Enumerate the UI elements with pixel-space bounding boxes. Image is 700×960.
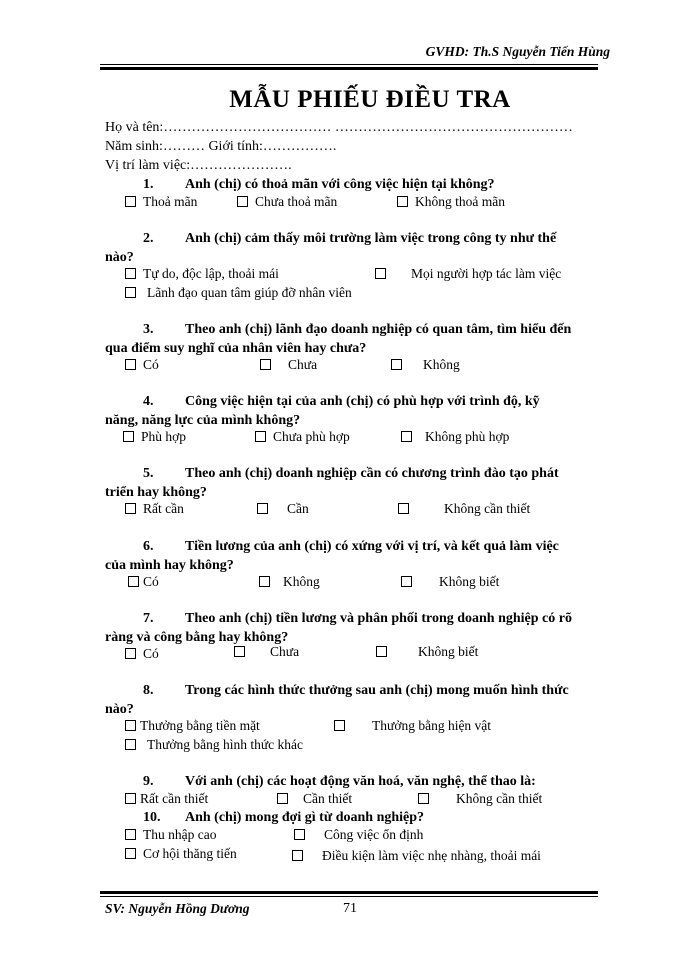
checkbox-icon [376,646,387,657]
checkbox-icon [292,850,303,861]
checkbox-icon [294,829,305,840]
checkbox-icon [125,359,136,370]
question-6: 6. Tiền lương của anh (chị) có xứng với vị trí, và kết quả làm việc của mình hay không? [105,539,559,573]
checkbox-icon [234,646,245,657]
footer-rule-thick [100,891,598,894]
checkbox-icon [257,503,268,514]
option-checkbox[interactable]: Không thoả mãn [397,194,505,210]
option-checkbox[interactable]: Không [259,574,320,590]
option-checkbox[interactable]: Có [125,357,159,373]
question-text: Anh (chị) có thoả mãn với công việc hiện tại không? [185,177,495,192]
option-checkbox[interactable]: Có [128,574,159,590]
option-checkbox[interactable]: Phù hợp [123,429,186,445]
option-checkbox[interactable]: Rất cần thiết [125,791,208,807]
option-checkbox[interactable]: Không [391,357,460,373]
advisor-header: GVHD: Th.S Nguyễn Tiến Hùng [425,44,610,59]
option-checkbox[interactable]: Thưởng bằng tiền mặt [125,718,260,734]
option-checkbox[interactable]: Không cần thiết [398,501,530,517]
option-checkbox[interactable]: Có [125,646,159,662]
question-1 [105,175,583,194]
checkbox-icon [259,576,270,587]
checkbox-icon [401,431,412,442]
checkbox-icon [401,576,412,587]
question-7: 7. Theo anh (chị) tiền lương và phân phối trong doanh nghiệp có rõ ràng và công bằng hay không? [105,611,572,645]
option-checkbox[interactable]: Thưởng bằng hiện vật [334,718,491,734]
checkbox-icon [125,196,136,207]
position-field-line: Vị trí làm việc:…………………. [105,158,292,173]
option-checkbox[interactable]: Không biết [401,574,499,590]
option-checkbox[interactable]: Cơ hội thăng tiến [125,846,237,862]
option-checkbox[interactable]: Cần [257,501,309,517]
question-2: 2. Anh (chị) cảm thấy môi trường làm việc trong công ty như thế nào? [105,231,557,265]
option-checkbox[interactable]: Chưa phù hợp [255,429,350,445]
checkbox-icon [125,287,136,298]
birth-gender-field-line: Năm sinh:……… Giới tính:……………. [105,139,337,154]
question-3: 3. Theo anh (chị) lãnh đạo doanh nghiệp có quan tâm, tìm hiểu đến qua điểm suy nghĩ của nhân viên hay chưa? [105,322,572,356]
checkbox-icon [391,359,402,370]
question-9: 9. Với anh (chị) các hoạt động văn hoá, văn nghệ, thể thao là: [143,774,536,789]
checkbox-icon [237,196,248,207]
checkbox-icon [334,720,345,731]
checkbox-icon [397,196,408,207]
option-checkbox[interactable]: Không phù hợp [401,429,509,445]
checkbox-icon [125,268,136,279]
checkbox-icon [125,739,136,750]
option-checkbox[interactable]: Cần thiết [277,791,352,807]
checkbox-icon [260,359,271,370]
option-checkbox[interactable]: Rất cần [125,501,184,517]
option-checkbox[interactable]: Thu nhập cao [125,827,216,843]
checkbox-icon [375,268,386,279]
question-10: 10. Anh (chị) mong đợi gì từ doanh nghiệp? [143,810,425,825]
option-checkbox[interactable]: Chưa thoả mãn [237,194,337,210]
option-checkbox[interactable]: Chưa [260,357,317,373]
checkbox-icon [125,829,136,840]
footer-rule-thin [100,896,598,897]
option-checkbox[interactable]: Điều kiện làm việc nhẹ nhàng, thoải mái [292,848,541,864]
checkbox-icon [125,503,136,514]
option-checkbox[interactable]: Không cần thiết [418,791,542,807]
option-checkbox[interactable]: Thưởng bằng hình thức khác [125,737,303,753]
checkbox-icon [125,648,136,659]
header-rule-thick [100,67,598,70]
page-number: 71 [343,901,357,916]
option-checkbox[interactable]: Tự do, độc lập, thoải mái [125,266,279,282]
question-4: 4. Công việc hiện tại của anh (chị) có phù hợp với trình độ, kỹ năng, năng lực của mình không? [105,394,540,428]
page-title: MẪU PHIẾU ĐIỀU TRA [229,86,511,113]
question-5: 5. Theo anh (chị) doanh nghiệp cần có chương trình đào tạo phát triển hay không? [105,466,559,500]
question-number: 1. [143,177,154,192]
student-footer: SV: Nguyễn Hồng Dương [105,901,250,916]
option-checkbox[interactable]: Công việc ổn định [294,827,423,843]
option-checkbox[interactable]: Không biết [376,644,478,660]
option-checkbox[interactable]: Chưa [234,644,299,660]
question-8: 8. Trong các hình thức thưởng sau anh (chị) mong muốn hình thức nào? [105,683,569,717]
option-checkbox[interactable]: Thoả mãn [125,194,197,210]
option-checkbox[interactable]: Mọi người hợp tác làm việc [375,266,561,282]
option-checkbox[interactable]: Lãnh đạo quan tâm giúp đỡ nhân viên [125,285,352,301]
checkbox-icon [128,576,139,587]
checkbox-icon [418,793,429,804]
checkbox-icon [398,503,409,514]
header-rule-thin [100,64,598,65]
checkbox-icon [125,793,136,804]
checkbox-icon [125,720,136,731]
name-field-line: Họ và tên:……………………………… …………………………………………… [105,120,573,135]
checkbox-icon [123,431,134,442]
checkbox-icon [277,793,288,804]
checkbox-icon [125,848,136,859]
checkbox-icon [255,431,266,442]
